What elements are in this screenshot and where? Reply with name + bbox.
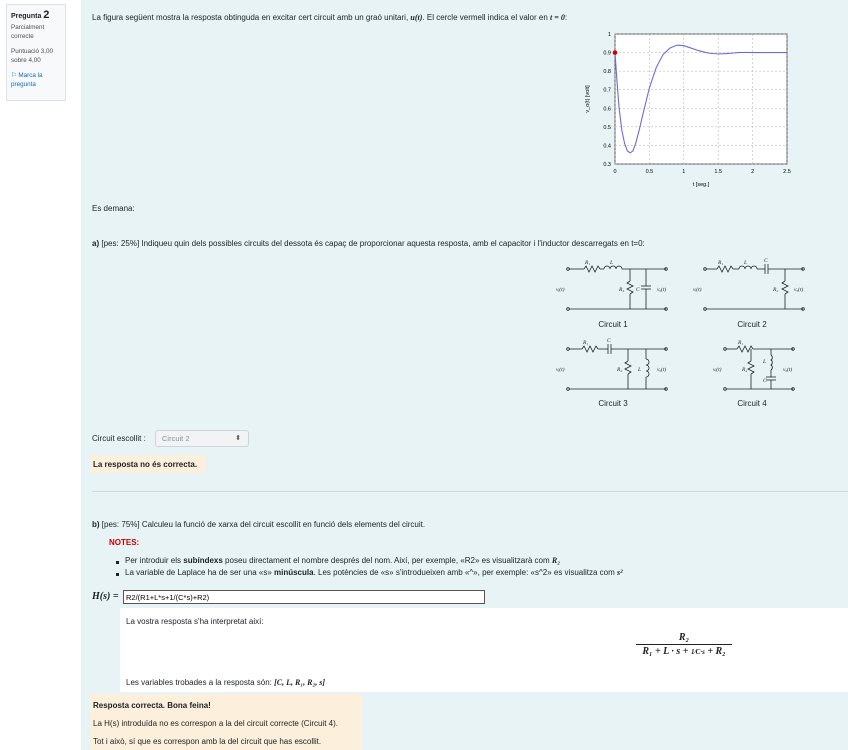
svg-text:vᵢ(t): vᵢ(t) — [556, 367, 565, 373]
bullet-2 — [116, 573, 119, 576]
svg-text:R₂: R₂ — [619, 287, 625, 293]
y-tick-label: 0.9 — [603, 50, 611, 57]
svg-text:C: C — [763, 378, 767, 384]
svg-text:vᵢ(t): vᵢ(t) — [556, 287, 565, 293]
svg-text:L: L — [638, 367, 642, 373]
svg-text:vₒ(t): vₒ(t) — [657, 287, 667, 293]
note-2: La variable de Laplace ha de ser una «s» minúscula. Les potències de «s» s'introdueixen amb «^», per exemple: «s^2» es visualitza com s² — [125, 568, 623, 577]
y-axis-label: v_o(t) [volt] — [585, 85, 591, 113]
part-a-feedback: La resposta no és correcta. — [90, 455, 206, 473]
part-b-feedback: Resposta correcta. Bona feina! La H(s) introduïda no es correspon a la del circuit correcte (Circuit 4). Tot i això, sí que es correspon amb la del circuit que has escollit. — [90, 694, 362, 750]
svg-text:L: L — [744, 260, 748, 266]
question-info — [6, 4, 66, 101]
interp-label: La vostra resposta s'ha interpretat així: — [126, 617, 264, 626]
part-b-text: b) [pes: 75%] Calculeu la funció de xarxa del circuit escollit en funció dels elements del circuit. — [92, 520, 426, 529]
svg-text:R₁: R₁ — [583, 340, 589, 346]
step-response-chart — [559, 30, 789, 198]
svg-text:vᵢ(t): vᵢ(t) — [713, 367, 722, 373]
circuit-select[interactable]: Circuit 2 ⬍ — [155, 430, 249, 447]
y-tick-label: 0.5 — [603, 124, 611, 131]
svg-text:R₁: R₁ — [738, 340, 744, 346]
circuit-4 — [713, 340, 794, 390]
demand-text: Es demana: — [92, 204, 135, 213]
question-state: Parcialment correcte — [11, 24, 45, 40]
answer-input[interactable] — [123, 590, 485, 604]
x-tick-label: 1.5 — [714, 169, 723, 175]
svg-text:C: C — [636, 287, 640, 293]
x-tick-label: 1 — [682, 169, 686, 175]
circuit-1-label: Circuit 1 — [598, 320, 628, 329]
svg-text:R₁: R₁ — [718, 260, 724, 266]
circuits-diagram — [551, 255, 821, 415]
select-label: Circuit escollit : — [92, 434, 146, 443]
svg-text:C: C — [607, 338, 611, 344]
vars-text: Les variables trobades a la resposta són: [C, L, R₁, R₂, s] — [126, 678, 326, 687]
svg-text:R₁: R₁ — [585, 260, 591, 266]
hs-label: H(s) = — [92, 591, 119, 602]
svg-text:L: L — [763, 359, 767, 365]
y-tick-label: 1 — [607, 32, 611, 38]
circuit-3-label: Circuit 3 — [598, 399, 628, 408]
question-number: Pregunta 2 — [11, 9, 50, 21]
svg-text:L: L — [610, 260, 614, 266]
svg-text:vₒ(t): vₒ(t) — [794, 287, 804, 293]
chart-svg — [559, 30, 789, 198]
select-arrows-icon: ⬍ — [235, 435, 241, 442]
x-tick-label: 2 — [751, 169, 755, 175]
part-a-text: a) [pes: 25%] Indiqueu quin dels possibles circuits del dessota és capaç de proporcionar aquesta resposta, amb el capacitor i l'inductor descarregats en t=0: — [92, 239, 645, 248]
y-tick-label: 0.8 — [603, 69, 611, 76]
flag-icon: ⚐ — [11, 72, 17, 79]
svg-text:vᵢ(t): vᵢ(t) — [693, 287, 702, 293]
initial-value-marker — [613, 50, 618, 55]
y-tick-label: 0.4 — [603, 143, 611, 150]
x-tick-label: 0 — [613, 169, 617, 175]
svg-text:R₂: R₂ — [773, 287, 779, 293]
svg-text:R₂: R₂ — [617, 367, 623, 373]
circuit-2 — [693, 258, 804, 310]
svg-text:C: C — [764, 258, 768, 264]
question-score: Puntuació 3,00 sobre 4,00 — [11, 48, 54, 64]
circuit-4-label: Circuit 4 — [737, 399, 767, 408]
interpretation-box — [120, 608, 848, 692]
circuit-2-label: Circuit 2 — [737, 320, 767, 329]
circuit-1 — [556, 260, 667, 310]
divider — [92, 491, 848, 492]
svg-text:R₂: R₂ — [742, 367, 748, 373]
x-axis-label: t [seg.] — [692, 182, 710, 188]
x-tick-label: 0.5 — [645, 169, 654, 175]
note-1: Per introduir els subíndexs poseu directament el nombre després del nom. Així, per exemple, «R2» es visualitzarà com R₂ — [125, 556, 561, 565]
plot-area — [615, 34, 787, 164]
y-tick-label: 0.7 — [603, 87, 611, 94]
circuit-3 — [556, 338, 667, 390]
y-tick-label: 0.6 — [603, 106, 611, 113]
bullet-1 — [116, 561, 119, 564]
intro-text: La figura següent mostra la resposta obtinguda en excitar cert circuit amb un graó unitari, u(t). El cercle vermell indica el valor en t = 0: — [92, 13, 568, 22]
interp-formula: R₂ R₁ + L · s + 1⁄C·s + R₂ — [636, 632, 732, 657]
flag-question-link[interactable]: ⚐ Marca la pregunta — [11, 72, 43, 88]
svg-text:vₒ(t): vₒ(t) — [657, 367, 667, 373]
y-tick-label: 0.3 — [603, 162, 611, 168]
notes-title: NOTES: — [109, 538, 140, 547]
x-tick-label: 2.5 — [783, 169, 791, 175]
question-content — [81, 0, 848, 750]
svg-text:vₒ(t): vₒ(t) — [783, 367, 793, 373]
